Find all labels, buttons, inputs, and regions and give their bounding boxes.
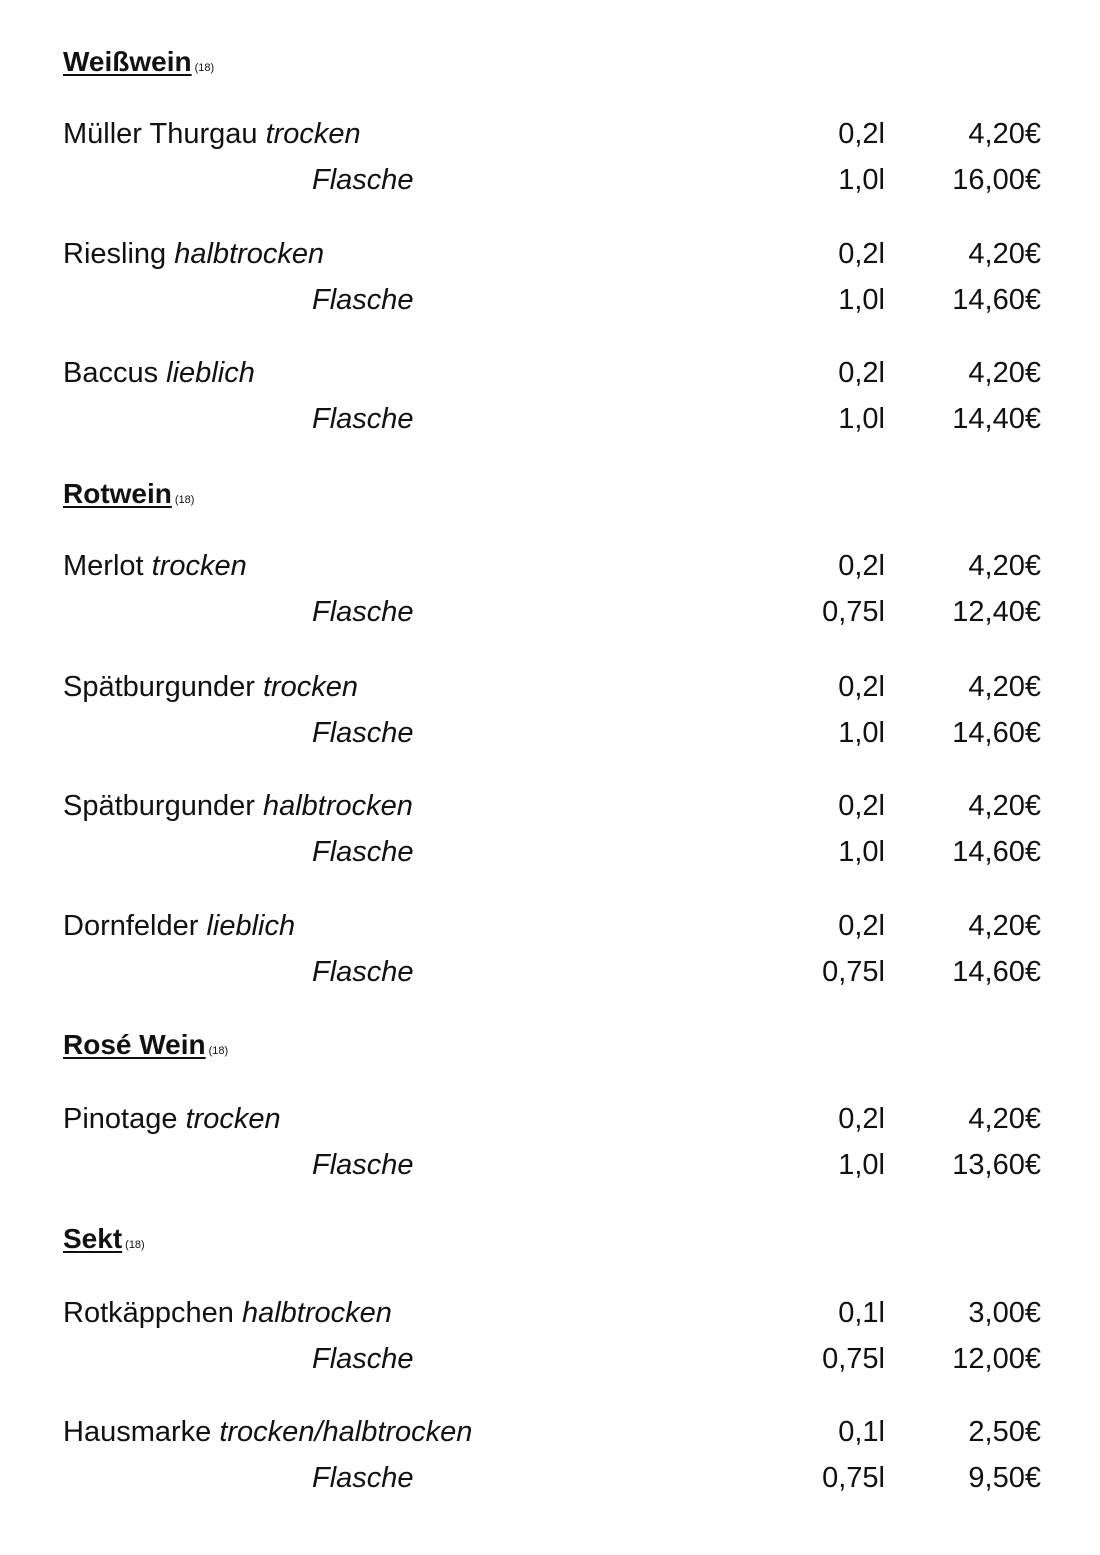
wine-style: trocken xyxy=(262,671,359,703)
glass-price: 4,20€ xyxy=(968,118,1041,150)
glass-volume: 0,2l xyxy=(838,790,885,822)
bottle-label: Flasche xyxy=(312,1343,414,1375)
bottle-label: Flasche xyxy=(312,956,414,988)
bottle-volume: 1,0l xyxy=(838,403,885,435)
bottle-volume: 0,75l xyxy=(822,956,885,988)
glass-volume: 0,1l xyxy=(838,1416,885,1448)
wine-style: trocken xyxy=(265,118,361,150)
age-note: (18) xyxy=(125,1239,145,1251)
wine-row-glass xyxy=(0,353,1100,393)
glass-price: 4,20€ xyxy=(968,790,1041,822)
section-title-rotwein xyxy=(63,477,194,517)
wine-name: Müller Thurgau trocken xyxy=(63,118,361,150)
glass-volume: 0,2l xyxy=(838,671,885,703)
bottle-price: 14,60€ xyxy=(952,956,1041,988)
age-note: (18) xyxy=(194,62,215,74)
bottle-label: Flasche xyxy=(312,164,414,196)
wine-name: Baccus lieblich xyxy=(63,357,255,389)
glass-price: 2,50€ xyxy=(968,1416,1041,1448)
glass-volume: 0,1l xyxy=(838,1297,885,1329)
wine-name: Rotkäppchen halbtrocken xyxy=(63,1297,392,1329)
bottle-price: 12,40€ xyxy=(952,596,1041,628)
section-title-rose-wein xyxy=(63,1028,228,1068)
wine-style: halbtrocken xyxy=(241,1297,392,1329)
age-note: (18) xyxy=(174,494,195,506)
bottle-label: Flasche xyxy=(312,1462,414,1494)
glass-volume: 0,2l xyxy=(838,910,885,942)
bottle-label: Flasche xyxy=(312,1149,414,1181)
section-name: Sekt xyxy=(63,1223,123,1254)
wine-row-glass xyxy=(0,1099,1100,1139)
wine-row-glass xyxy=(0,1412,1100,1452)
wine-name: Hausmarke trocken/halbtrocken xyxy=(63,1416,473,1448)
wine-row-bottle xyxy=(0,1458,1100,1498)
bottle-label: Flasche xyxy=(312,284,414,316)
bottle-price: 14,60€ xyxy=(952,717,1041,749)
bottle-volume: 0,75l xyxy=(822,596,885,628)
bottle-price: 16,00€ xyxy=(952,164,1041,196)
glass-price: 4,20€ xyxy=(968,550,1041,582)
wine-row-glass xyxy=(0,906,1100,946)
glass-volume: 0,2l xyxy=(838,1103,885,1135)
wine-style: lieblich xyxy=(166,357,255,389)
wine-name: Spätburgunder halbtrocken xyxy=(63,790,413,822)
wine-style: halbtrocken xyxy=(174,238,325,270)
wine-row-bottle xyxy=(0,832,1100,872)
wine-row-bottle xyxy=(0,713,1100,753)
glass-price: 4,20€ xyxy=(968,1103,1041,1135)
wine-row-glass xyxy=(0,546,1100,586)
wine-style: trocken xyxy=(185,1103,281,1135)
wine-row-glass xyxy=(0,114,1100,154)
bottle-price: 12,00€ xyxy=(952,1343,1041,1375)
bottle-volume: 1,0l xyxy=(838,284,885,316)
wine-name: Dornfelder lieblich xyxy=(63,910,296,942)
wine-row-glass xyxy=(0,667,1100,707)
section-title-sekt xyxy=(63,1222,145,1262)
wine-row-bottle xyxy=(0,160,1100,200)
bottle-volume: 1,0l xyxy=(838,836,885,868)
bottle-price: 14,60€ xyxy=(952,284,1041,316)
glass-price: 4,20€ xyxy=(968,238,1041,270)
bottle-volume: 0,75l xyxy=(822,1343,885,1375)
wine-row-bottle xyxy=(0,1145,1100,1185)
wine-row-bottle xyxy=(0,1339,1100,1379)
wine-style: trocken xyxy=(151,550,247,582)
wine-row-bottle xyxy=(0,399,1100,439)
glass-volume: 0,2l xyxy=(838,238,885,270)
bottle-price: 13,60€ xyxy=(952,1149,1041,1181)
bottle-volume: 1,0l xyxy=(838,164,885,196)
wine-style: halbtrocken xyxy=(262,790,413,822)
glass-volume: 0,2l xyxy=(838,550,885,582)
glass-volume: 0,2l xyxy=(838,357,885,389)
section-title-weisswein xyxy=(63,45,214,85)
wine-name: Pinotage trocken xyxy=(63,1103,281,1135)
section-name: Rotwein xyxy=(63,478,172,509)
bottle-label: Flasche xyxy=(312,403,414,435)
wine-row-glass xyxy=(0,786,1100,826)
glass-price: 4,20€ xyxy=(968,357,1041,389)
wine-row-bottle xyxy=(0,592,1100,632)
wine-style: lieblich xyxy=(206,910,296,942)
wine-row-bottle xyxy=(0,280,1100,320)
glass-volume: 0,2l xyxy=(838,118,885,150)
bottle-label: Flasche xyxy=(312,717,414,749)
bottle-price: 9,50€ xyxy=(968,1462,1041,1494)
wine-name: Merlot trocken xyxy=(63,550,247,582)
age-note: (18) xyxy=(208,1045,229,1057)
glass-price: 4,20€ xyxy=(968,671,1041,703)
bottle-label: Flasche xyxy=(312,596,414,628)
section-name: Rosé Wein xyxy=(63,1029,206,1060)
bottle-volume: 1,0l xyxy=(838,717,885,749)
bottle-price: 14,40€ xyxy=(952,403,1041,435)
glass-price: 3,00€ xyxy=(968,1297,1041,1329)
wine-row-bottle xyxy=(0,952,1100,992)
bottle-label: Flasche xyxy=(312,836,414,868)
bottle-volume: 0,75l xyxy=(822,1462,885,1494)
wine-row-glass xyxy=(0,1293,1100,1333)
glass-price: 4,20€ xyxy=(968,910,1041,942)
wine-style: trocken/halbtrocken xyxy=(219,1416,473,1448)
wine-name: Riesling halbtrocken xyxy=(63,238,325,270)
wine-row-glass xyxy=(0,234,1100,274)
bottle-volume: 1,0l xyxy=(838,1149,885,1181)
wine-name: Spätburgunder trocken xyxy=(63,671,359,703)
bottle-price: 14,60€ xyxy=(952,836,1041,868)
section-name: Weißwein xyxy=(63,46,192,77)
